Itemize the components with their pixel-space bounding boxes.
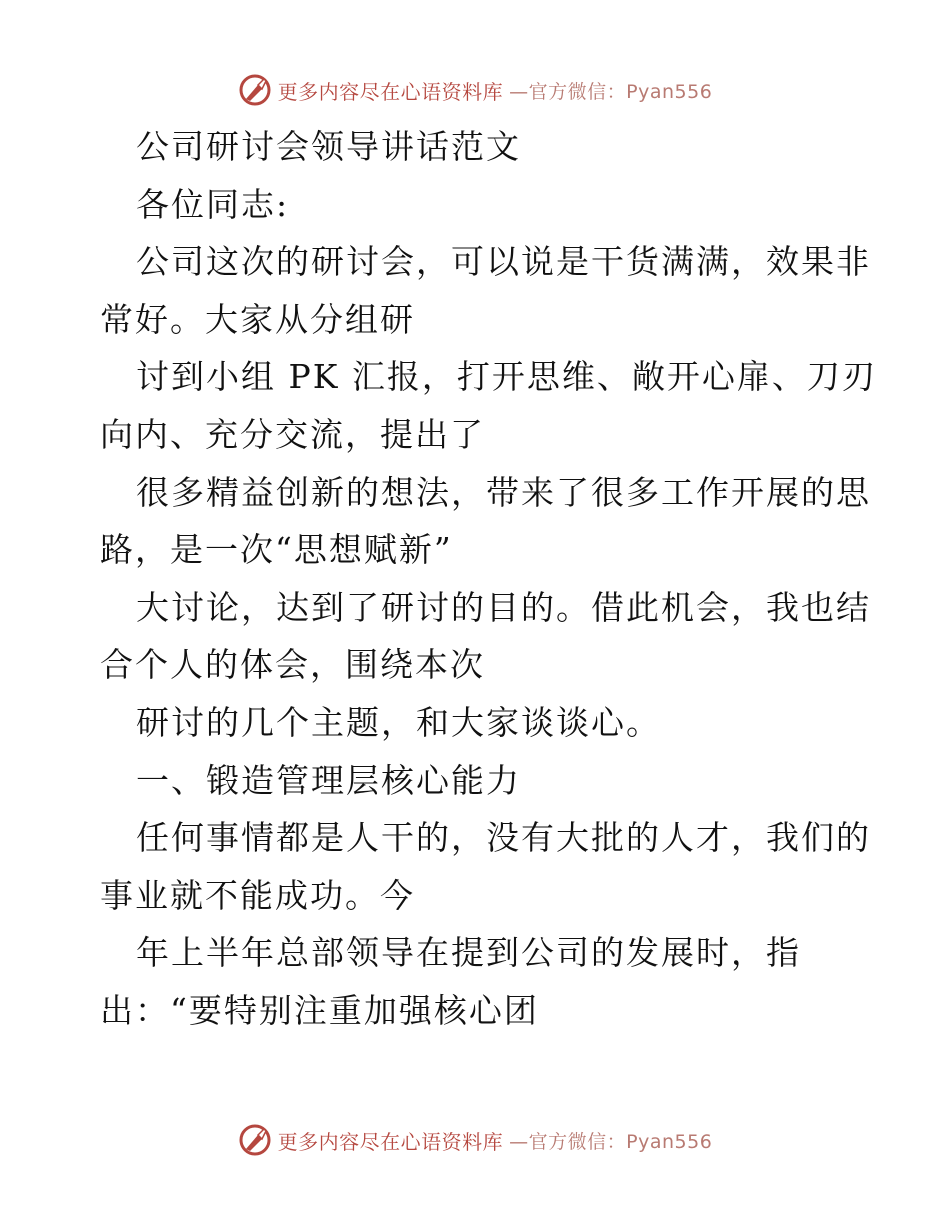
footer-watermark-banner: [0, 1120, 950, 1160]
paragraph-line: 大讨论，达到了研讨的目的。借此机会，我也结: [136, 587, 871, 627]
paragraph-line: 任何事情都是人干的，没有大批的人才，我们的: [136, 818, 871, 858]
banner-wechat-text: —官方微信：Pyan556: [509, 80, 713, 103]
section-heading: 一、锻造管理层核心能力: [136, 760, 521, 800]
banner-wechat-text: —官方微信：Pyan556: [509, 1130, 713, 1153]
banner-main-text: 更多内容尽在心语资料库: [277, 79, 504, 104]
pen-nib-logo-icon: [238, 1123, 272, 1157]
paragraph-line: 事业就不能成功。今: [100, 875, 415, 915]
document-title: 公司研讨会领导讲话范文: [136, 127, 521, 166]
paragraph-line: 年上半年总部领导在提到公司的发展时，指: [136, 933, 801, 973]
paragraph-line: 合个人的体会，围绕本次: [100, 645, 485, 685]
paragraph-line: 路，是一次“思想赋新”: [100, 530, 453, 570]
salutation: 各位同志:: [136, 184, 290, 224]
paragraph-line: 讨到小组 PK 汇报，打开思维、敞开心扉、刀刃: [136, 357, 877, 397]
paragraph-line: 公司这次的研讨会，可以说是干货满满，效果非: [136, 242, 871, 282]
document-body: [100, 118, 877, 1040]
header-watermark-banner: [0, 70, 950, 110]
paragraph-line: 研讨的几个主题，和大家谈谈心。: [136, 702, 661, 742]
paragraph-line: 很多精益创新的想法，带来了很多工作开展的思: [136, 472, 871, 512]
banner-main-text: 更多内容尽在心语资料库: [277, 1129, 504, 1154]
paragraph-line: 常好。大家从分组研: [100, 299, 415, 339]
pen-nib-logo-icon: [238, 73, 272, 107]
paragraph-line: 出：“要特别注重加强核心团: [100, 990, 539, 1030]
paragraph-line: 向内、充分交流，提出了: [100, 414, 485, 454]
